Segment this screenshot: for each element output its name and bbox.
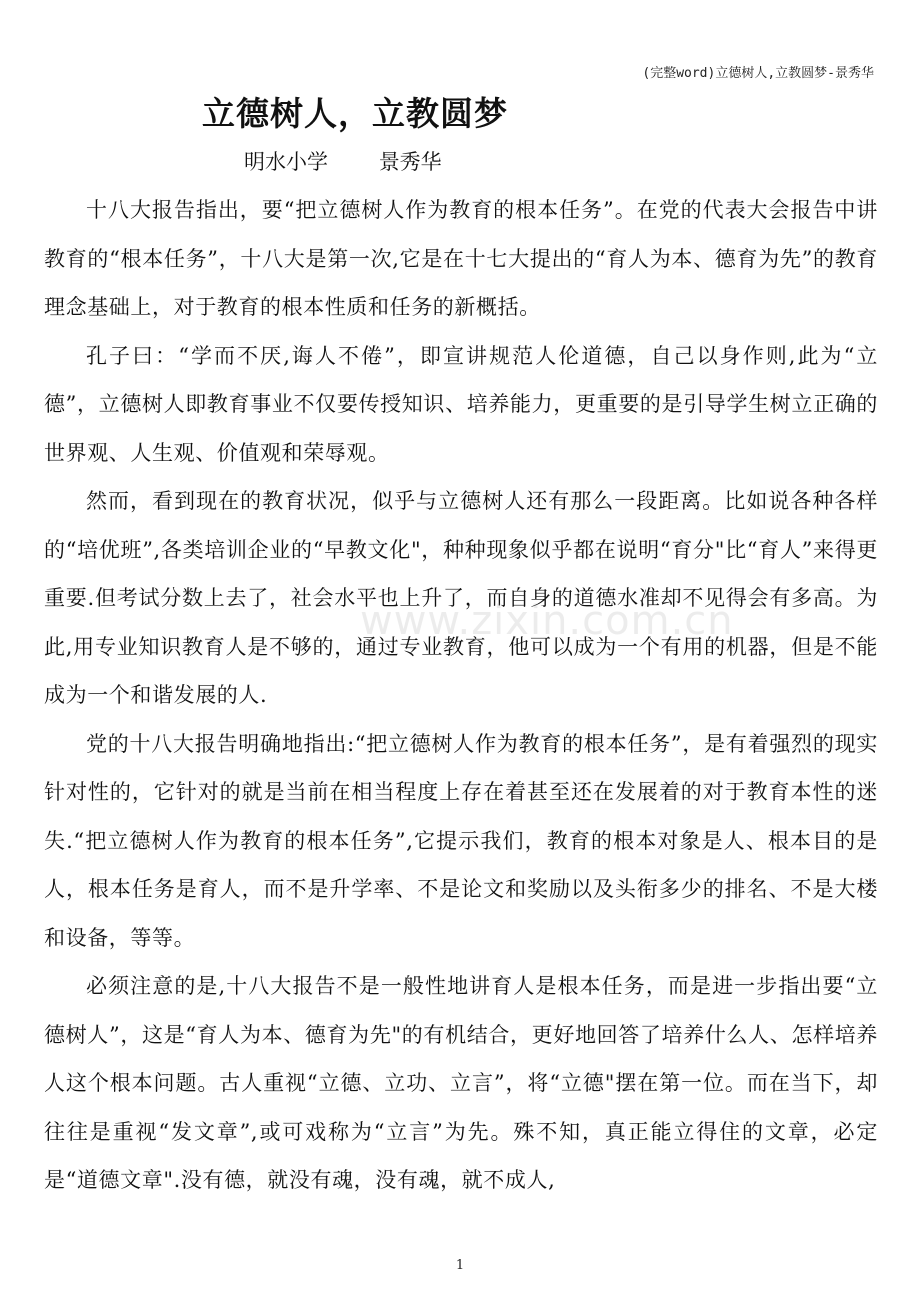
document-title: 立德树人，立教圆梦 bbox=[202, 94, 508, 133]
page-number: 1 bbox=[455, 1258, 465, 1273]
author-name: 景秀华 bbox=[378, 150, 442, 174]
paragraph: 党的十八大报告明确地指出:“把立德树人作为教育的根本任务”，是有着强烈的现实针对性的，它针对的就是当前在相当程度上存在着甚至还在发展着的对于教育本性的迷失.“把立德树人作为教育的根本任务”,它提示我们，教育的根本对象是人、根本目的是人，根本任务是育人，而不是升学率、不是论文和奖励以及头衔多少的排名、不是大楼和设备，等等。 bbox=[44, 731, 878, 950]
paragraph: 孔子曰：“学而不厌,诲人不倦”，即宣讲规范人伦道德，自己以身作则,此为“立德”，立德树人即教育事业不仅要传授知识、培养能力，更重要的是引导学生树立正确的世界观、人生观、价值观和荣辱观。 bbox=[44, 343, 878, 465]
watermark: www.zixin.com.cn bbox=[360, 598, 734, 644]
author-line bbox=[244, 146, 442, 176]
paragraph: 必须注意的是,十八大报告不是一般性地讲育人是根本任务，而是进一步指出要“立德树人”，这是“育人为本、德育为先"的有机结合，更好地回答了培养什么人、怎样培养人这个根本问题。古人重视“立德、立功、立言”，将“立德"摆在第一位。而在当下，却往往是重视“发文章”,或可戏称为“立言”为先。殊不知，真正能立得住的文章，必定是“道德文章".没有德，就没有魂，没有魂，就不成人, bbox=[44, 974, 878, 1192]
paragraph: 然而，看到现在的教育状况，似乎与立德树人还有那么一段距离。比如说各种各样的“培优班”,各类培训企业的“早教文化"，种种现象似乎都在说明“育分"比“育人”来得更重要.但考试分数上去了，社会水平也上升了，而自身的道德水准却不见得会有多高。为此,用专业知识教育人是不够的，通过专业教育，他可以成为一个有用的机器，但是不能成为一个和谐发展的人. bbox=[44, 489, 878, 707]
author-school: 明水小学 bbox=[244, 150, 328, 174]
body-text bbox=[44, 186, 878, 1205]
paragraph: 十八大报告指出，要“把立德树人作为教育的根本任务”。在党的代表大会报告中讲教育的“根本任务”，十八大是第一次,它是在十七大提出的“育人为本、德育为先”的教育理念基础上，对于教育的根本性质和任务的新概括。 bbox=[44, 198, 878, 319]
header-note: (完整word)立德树人,立教圆梦-景秀华 bbox=[642, 66, 874, 81]
